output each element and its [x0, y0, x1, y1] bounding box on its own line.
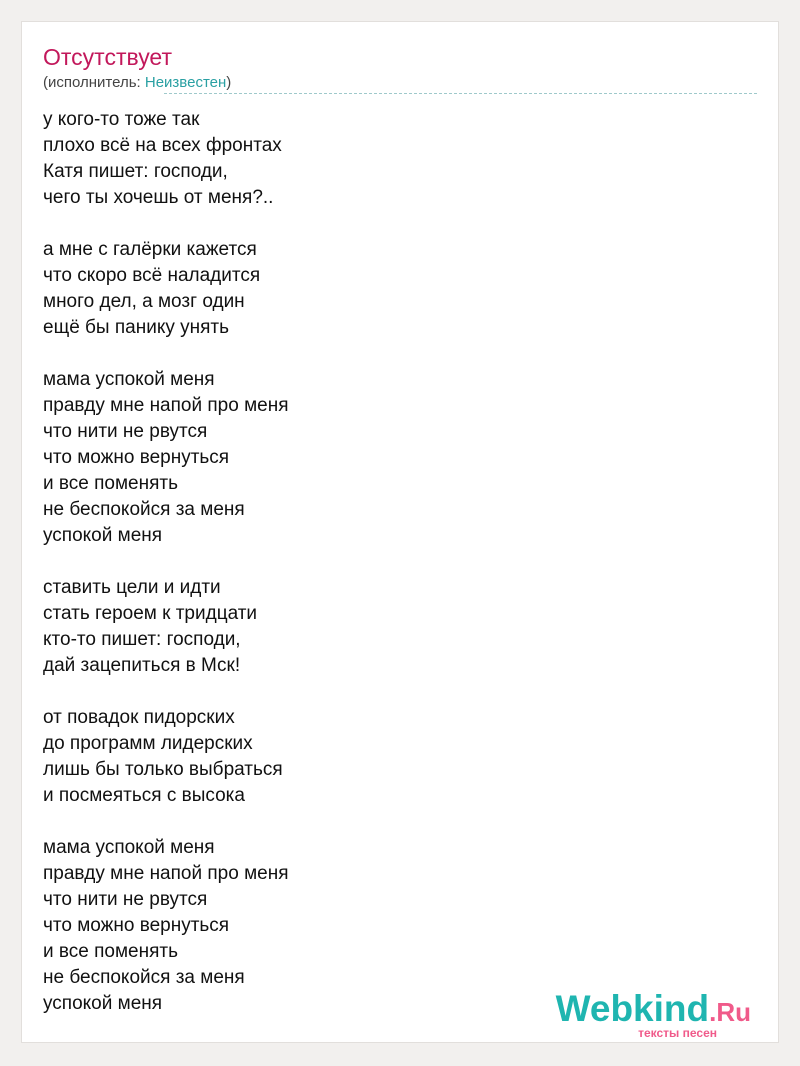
lyric-line: правду мне напой про меня	[43, 863, 289, 884]
logo-wordmark	[556, 990, 751, 1031]
lyrics-card	[21, 21, 779, 1043]
artist-link[interactable]: Неизвестен	[144, 74, 227, 91]
lyric-line: плохо всё на всех фронтах	[43, 135, 282, 156]
logo-tld: .Ru	[709, 997, 751, 1027]
stanza-break	[43, 211, 743, 237]
lyric-line: успокой меня	[43, 993, 163, 1014]
stanza-break	[43, 549, 743, 575]
webkind-logo[interactable]	[556, 990, 751, 1039]
lyric-line: и все поменять	[43, 473, 178, 494]
lyric-line: мама успокой меня	[43, 369, 215, 390]
song-title: Отсутствует	[43, 44, 172, 70]
lyric-line: Катя пишет: господи,	[43, 161, 228, 182]
lyric-line: мама успокой меня	[43, 837, 215, 858]
lyric-line: у кого-то тоже так	[43, 109, 200, 130]
logo-tagline: тексты песен	[638, 1026, 717, 1040]
stanza-break	[43, 341, 743, 367]
lyric-line: кто-то пишет: господи,	[43, 629, 241, 650]
lyric-line: от повадок пидорских	[43, 707, 235, 728]
lyric-line: что нити не рвутся	[43, 889, 208, 910]
header-divider	[164, 93, 757, 94]
lyric-line: ещё бы панику унять	[43, 317, 230, 338]
lyric-line: и все поменять	[43, 941, 178, 962]
lyric-line: что можно вернуться	[43, 915, 230, 936]
lyric-line: а мне с галёрки кажется	[43, 239, 257, 260]
stanza-break	[43, 809, 743, 835]
artist-suffix: )	[226, 74, 232, 91]
lyric-line: правду мне напой про меня	[43, 395, 289, 416]
lyric-line: что можно вернуться	[43, 447, 230, 468]
lyric-line: не беспокойся за меня	[43, 499, 245, 520]
lyric-line: и посмеяться с высока	[43, 785, 245, 806]
logo-brand: Webkind	[555, 988, 710, 1029]
lyric-line: не беспокойся за меня	[43, 967, 245, 988]
lyric-line: чего ты хочешь от меня?..	[43, 187, 274, 208]
lyric-line: до программ лидерских	[43, 733, 253, 754]
lyric-line: лишь бы только выбраться	[43, 759, 283, 780]
lyric-line: ставить цели и идти	[43, 577, 221, 598]
lyric-line: что скоро всё наладится	[43, 265, 261, 286]
lyric-line: стать героем к тридцати	[43, 603, 258, 624]
lyric-line: много дел, а мозг один	[43, 291, 245, 312]
song-artist-line	[43, 74, 231, 92]
lyrics-text	[43, 107, 743, 1017]
lyric-line: успокой меня	[43, 525, 163, 546]
lyric-line: что нити не рвутся	[43, 421, 208, 442]
lyric-line: дай зацепиться в Мск!	[43, 655, 241, 676]
stanza-break	[43, 679, 743, 705]
artist-prefix: (исполнитель:	[43, 74, 145, 91]
